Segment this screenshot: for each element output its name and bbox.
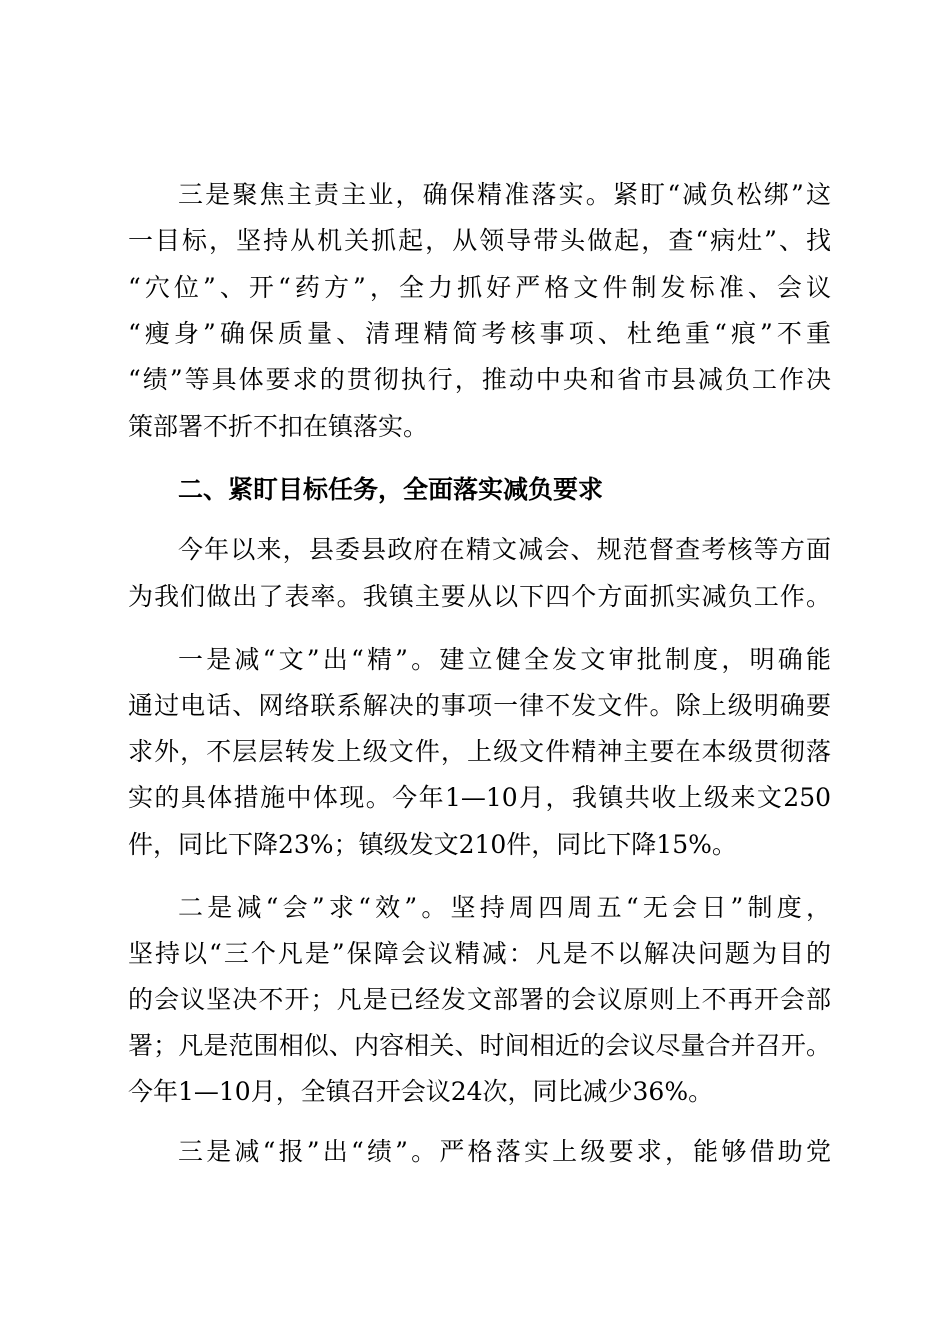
paragraph-line: “瘦身”确保质量、清理精简考核事项、杜绝重“痕”不重: [128, 319, 831, 348]
paragraph-line: 策部署不折不扣在镇落实。: [128, 412, 429, 441]
paragraph-line: 的会议坚决不开；凡是已经发文部署的会议原则上不再开会部: [128, 985, 831, 1014]
paragraph-line: 件，同比下降23%；镇级发文210件，同比下降15%。: [128, 830, 737, 859]
paragraph-line: 今年1—10月，全镇召开会议24次，同比减少36%。: [128, 1077, 714, 1106]
paragraph-line: “穴位”、开“药方”，全力抓好严格文件制发标准、会议: [128, 273, 831, 302]
paragraph-line: 三是聚焦主责主业，确保精准落实。紧盯“减负松绑”这: [178, 180, 831, 209]
paragraph-line: 三是减“报”出“绩”。严格落实上级要求，能够借助党: [178, 1137, 831, 1166]
paragraph-line: 通过电话、网络联系解决的事项一律不发文件。除上级明确要: [128, 691, 831, 720]
paragraph-line: 求外，不层层转发上级文件，上级文件精神主要在本级贯彻落: [128, 737, 831, 766]
paragraph-line: 实的具体措施中体现。今年1—10月，我镇共收上级来文250: [128, 783, 831, 812]
section-heading: 二、紧盯目标任务，全面落实减负要求: [178, 475, 604, 504]
paragraph-line: 一目标，坚持从机关抓起，从领导带头做起，查“病灶”、找: [128, 226, 831, 255]
paragraph-line: 一是减“文”出“精”。建立健全发文审批制度，明确能: [178, 645, 831, 674]
paragraph-line: 署；凡是范围相似、内容相关、时间相近的会议尽量合并召开。: [128, 1031, 831, 1060]
paragraph-line: “绩”等具体要求的贯彻执行，推动中央和省市县减负工作决: [128, 365, 831, 394]
paragraph-line: 为我们做出了表率。我镇主要从以下四个方面抓实减负工作。: [128, 582, 831, 611]
paragraph-line: 今年以来，县委县政府在精文减会、规范督查考核等方面: [178, 535, 831, 564]
paragraph-line: 二是减“会”求“效”。坚持周四周五“无会日”制度，: [178, 893, 831, 922]
paragraph-line: 坚持以“三个凡是”保障会议精减：凡是不以解决问题为目的: [128, 939, 831, 968]
